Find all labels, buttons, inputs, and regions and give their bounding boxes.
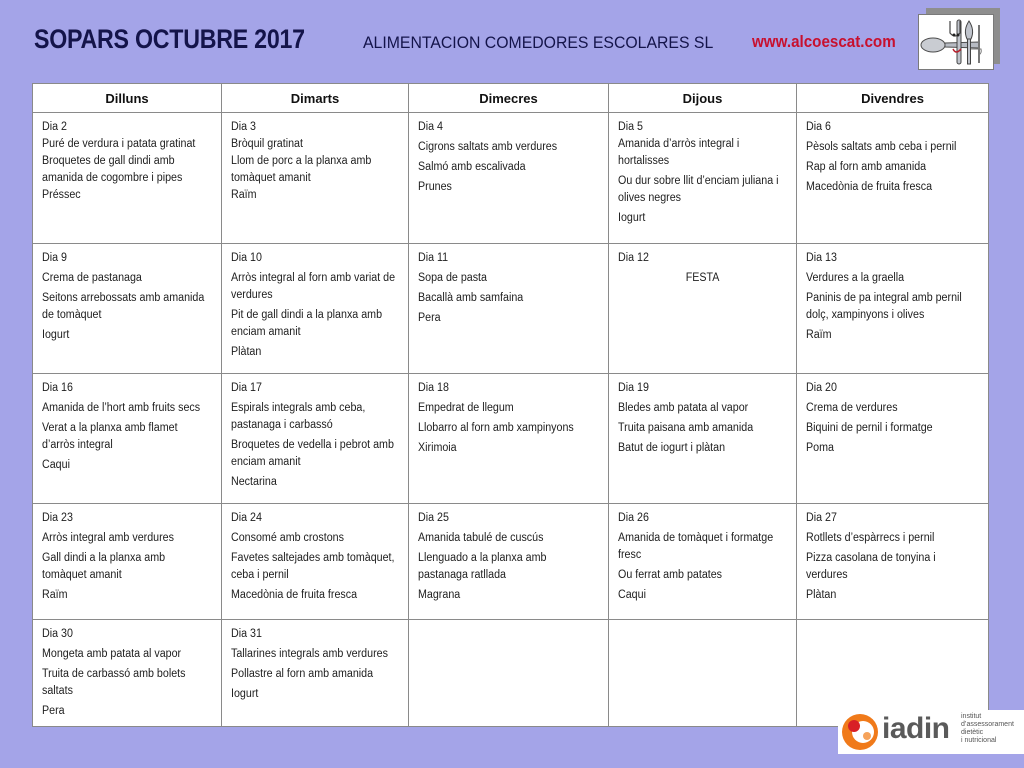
menu-cell [409,504,609,620]
menu-cell [33,374,222,504]
day-label: Dia 31 [231,628,262,640]
menu-cell-content [618,250,787,287]
dish-item: Pera [42,705,65,717]
dish-item: Mongeta amb patata al vapor [42,648,182,660]
cutlery-logo [918,8,1000,70]
day-label: Dia 11 [418,252,449,264]
dish-item: Iogurt [618,212,646,224]
day-label: Dia 25 [418,512,449,524]
dish-item: Prunes [418,181,452,193]
iadin-tagline: institut d’assessorament dietètic i nutricional [961,713,1014,744]
dish-item: Pit de gall dindi a la planxa amb enciam amanit [231,309,383,338]
dish-item: Verat a la planxa amb flamet d’arròs integral [42,422,178,451]
menu-cell [33,504,222,620]
dish-item: Crema de verdures [806,402,898,414]
day-label: Dia 26 [618,512,649,524]
logo-frame [918,14,994,70]
day-label: Dia 9 [42,252,67,264]
day-label: Dia 4 [418,121,443,133]
dish-item: Macedònia de fruita fresca [806,181,933,193]
dish-item: Sopa de pasta [418,272,487,284]
menu-cell [609,244,797,374]
dish-item: Caqui [42,459,70,471]
menu-cell-content [231,380,399,491]
dish-item: Bacallà amb samfaina [418,292,524,304]
day-label: Dia 20 [806,382,837,394]
dish-item: Llobarro al forn amb xampinyons [418,422,574,434]
menu-cell-content [806,119,979,196]
dish-item: Broquetes de vedella i pebrot amb enciam amanit [231,439,394,468]
menu-cell-content [231,626,399,703]
dish-item: Raïm [231,189,257,201]
column-header-divendres: Divendres [797,84,989,113]
menu-cell [222,244,409,374]
dish-item: Rap al forn amb amanida [806,161,927,173]
dish-item: Espirals integrals amb ceba, pastanaga i carbassó [231,402,366,431]
day-label: Dia 12 [618,252,649,264]
day-label: Dia 18 [418,382,449,394]
menu-cell-content [42,510,212,604]
dish-item: Empedrat de llegum [418,402,514,414]
dish-item: Ou dur sobre llit d’enciam juliana i olives negres [618,175,779,204]
dish-item: Gall dindi a la planxa amb tomàquet amanit [42,552,166,581]
dish-item: Pizza casolana de tonyina i verdures [806,552,936,581]
day-label: Dia 19 [618,382,649,394]
day-label: Dia 2 [42,121,67,133]
menu-cell-content [42,250,212,344]
day-label: Dia 24 [231,512,262,524]
menu-cell [222,504,409,620]
dish-item: Cigrons saltats amb verdures [418,141,558,153]
menu-cell [609,374,797,504]
day-label: Dia 5 [618,121,643,133]
table-row [33,504,989,620]
dish-item: Arròs integral amb verdures [42,532,174,544]
column-header-dimecres: Dimecres [409,84,609,113]
dish-item: Verdures a la graella [806,272,905,284]
column-header-dimarts: Dimarts [222,84,409,113]
dish-item: Llenguado a la planxa amb pastanaga ratllada [418,552,547,581]
dish-item: Salmó amb escalivada [418,161,526,173]
dish-item: Iogurt [231,688,259,700]
dish-item: Consomé amb crostons [231,532,344,544]
dish-item: Tallarines integrals amb verdures [231,648,388,660]
dish-item: Plàtan [231,346,262,358]
day-label: Dia 17 [231,382,262,394]
menu-cell [33,113,222,244]
dish-item: Truita de carbassó amb bolets saltats [42,668,186,697]
dish-item: Rotllets d’espàrrecs i pernil [806,532,935,544]
dish-item: Bròquil gratinat [231,138,303,150]
company-name: ALIMENTACION COMEDORES ESCOLARES SL [363,33,714,52]
menu-cell [609,620,797,727]
dish-item: Raïm [806,329,832,341]
dish-item: Caqui [618,589,646,601]
dish-item: Plàtan [806,589,837,601]
column-header-dilluns: Dilluns [33,84,222,113]
menu-cell-content [618,380,787,457]
dish-item: Raïm [42,589,68,601]
dish-item: Pera [418,312,441,324]
menu-cell [409,374,609,504]
table-row [33,113,989,244]
page-title: SOPARS OCTUBRE 2017 [34,24,305,54]
cutlery-icon [919,15,993,69]
menu-cell [409,620,609,727]
menu-cell-content [806,510,979,604]
menu-cell-content [418,510,599,604]
menu-cell [797,374,989,504]
dish-item: Poma [806,442,834,454]
website-link[interactable]: www.alcoescat.com [752,33,896,51]
dish-item: Amanida tabulé de cuscús [418,532,544,544]
menu-cell [33,620,222,727]
menu-cell-content [618,510,787,604]
dish-item: Nectarina [231,476,277,488]
menu-cell [409,244,609,374]
iadin-wordmark: iadin [882,712,950,745]
day-label: Dia 27 [806,512,837,524]
menu-cell [797,504,989,620]
dish-item: Amanida d’arròs integral i hortalisses [618,138,740,167]
dish-item: Biquini de pernil i formatge [806,422,933,434]
dish-item: Crema de pastanaga [42,272,142,284]
menu-cell-content [231,119,399,204]
dish-item: Amanida de tomàquet i formatge fresc [618,532,774,561]
dish-item: Pollastre al forn amb amanida [231,668,374,680]
dish-item: Seitons arrebossats amb amanida de tomàquet [42,292,205,321]
table-row [33,374,989,504]
table-header-row [33,84,989,113]
menu-cell [222,113,409,244]
menu-cell [33,244,222,374]
day-label: Dia 30 [42,628,73,640]
dish-item: Arròs integral al forn amb variat de verdures [231,272,396,301]
menu-cell-content [418,380,599,457]
dish-item: Pèsols saltats amb ceba i pernil [806,141,957,153]
menu-table [32,83,989,727]
dish-item: Macedònia de fruita fresca [231,589,358,601]
menu-cell-content [42,119,212,204]
day-label: Dia 10 [231,252,262,264]
menu-cell [222,620,409,727]
menu-cell [797,244,989,374]
menu-cell-content [418,250,599,327]
dish-item: Paninis de pa integral amb pernil dolç, xampinyons i olives [806,292,962,321]
holiday-label: FESTA [685,272,720,284]
day-label: Dia 13 [806,252,837,264]
menu-cell [609,504,797,620]
menu-cell [609,113,797,244]
menu-cell-content [418,119,599,196]
day-label: Dia 3 [231,121,256,133]
menu-cell-content [231,250,399,361]
dish-item: Bledes amb patata al vapor [618,402,749,414]
day-label: Dia 6 [806,121,831,133]
menu-cell [409,113,609,244]
dish-item: Batut de iogurt i plàtan [618,442,726,454]
column-header-dijous: Dijous [609,84,797,113]
menu-cell [222,374,409,504]
dish-item: Llom de porc a la planxa amb tomàquet amanit [231,155,372,184]
dish-item: Amanida de l’hort amb fruits secs [42,402,201,414]
dish-item: Broquetes de gall dindi amb amanida de cogombre i pipes [42,155,183,184]
dish-item: Puré de verdura i patata gratinat [42,138,196,150]
dish-item: Iogurt [42,329,70,341]
day-label: Dia 16 [42,382,73,394]
menu-cell-content [806,250,979,344]
menu-cell [797,113,989,244]
iadin-logo [838,710,1024,754]
dish-item: Truita paisana amb amanida [618,422,754,434]
dish-item: Préssec [42,189,81,201]
menu-cell-content [42,626,212,720]
dish-item: Favetes saltejades amb tomàquet, ceba i pernil [231,552,395,581]
menu-cell-content [42,380,212,474]
dish-item: Magrana [418,589,461,601]
table-row [33,244,989,374]
menu-cell-content [618,119,787,227]
iadin-mark-icon [840,712,880,752]
day-label: Dia 23 [42,512,73,524]
menu-cell-content [806,380,979,457]
dish-item: Xirimoia [418,442,457,454]
menu-cell-content [231,510,399,604]
dish-item: Ou ferrat amb patates [618,569,723,581]
